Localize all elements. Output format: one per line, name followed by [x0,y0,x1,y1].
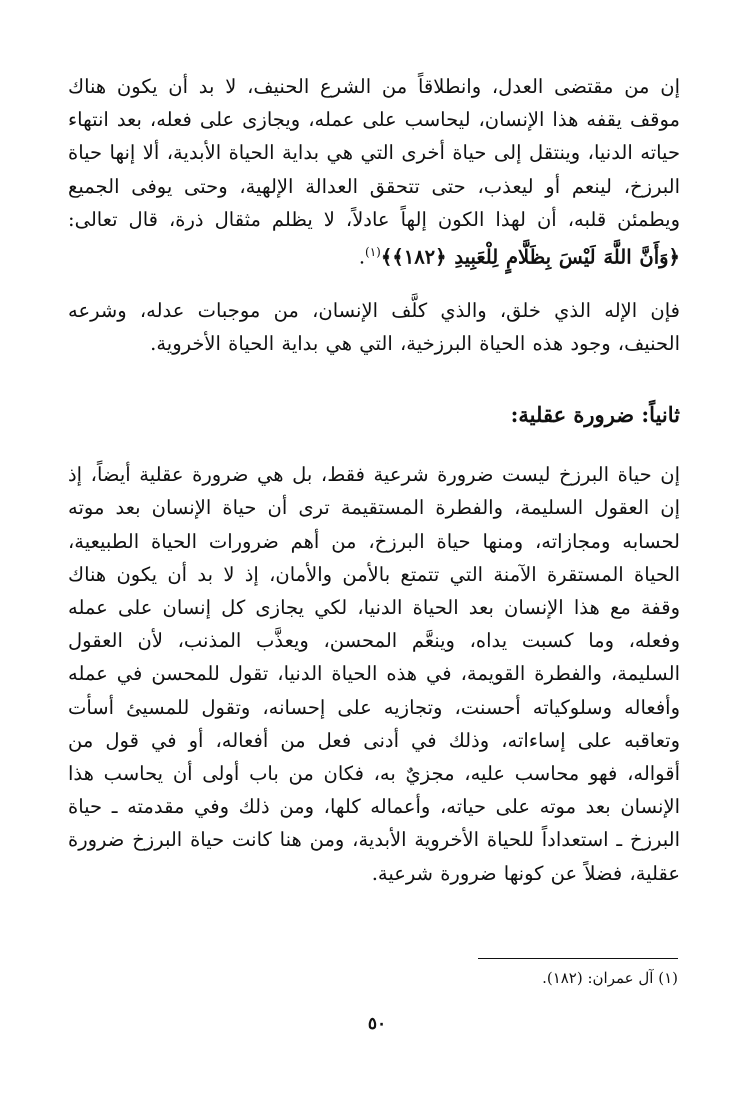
footnote-divider [478,958,678,959]
quran-verse: ﴿وَأَنَّ اللَّهَ لَيْسَ بِظَلَّامٍ لِلْعَبِيدِ ﴿١٨٢﴾﴾ [380,245,680,269]
paragraph-1-text: إن من مقتضى العدل، وانطلاقاً من الشرع الحنيف، لا بد أن يكون هناك موقف يقفه هذا الإنسان، ليحاسب على عمله، ويجازى على فعله، بعد انتهاء حياته الدنيا، وينتقل إلى حياة أخرى التي هي بداية الحياة الأبدية، ألا إنها حياة البرزخ، لينعم أو ليعذب، حتى تتحقق العدالة الإلهية، وحتى يوفى الجميع ويطمئن قلبه، أن لهذا الكون إلهاً عادلاً، لا يظلم مثقال ذرة، قال تعالى: [68,75,680,231]
paragraph-1-end: . [358,245,366,269]
footnote: (١) آل عمران: (١٨٢). [542,969,678,987]
page-number: ٥٠ [367,1014,387,1034]
paragraph-1 [68,70,680,274]
paragraph-3: إن حياة البرزخ ليست ضرورة شرعية فقط، بل هي ضرورة عقلية أيضاً، إذ إن العقول السليمة، والفطرة المستقيمة ترى أن حياة الإنسان بعد موته لحسابه ومجازاته، ومنها حياة البرزخ، من أهم ضرورات الحياة الطبيعية، الحياة المستقرة الآمنة التي تتمتع بالأمن والأمان، إذ لا بد أن يكون هناك وقفة مع هذا الإنسان بعد الحياة الدنيا، لكي يجازى كل إنسان على عمله وفعله، وما كسبت يداه، وينعَّم المحسن، ويعذَّب المذنب، لأن العقول السليمة، والفطرة القويمة، في هذه الحياة الدنيا، تقول للمحسن في عمله وأفعاله وسلوكياته أحسنت، وتجازيه على إحسانه، وتقول للمسيئ أسأت وتعاقبه على إساءاته، وذلك في أدنى فعل من أفعاله، أو في قول من أقواله، فهو محاسب عليه، مجزيٌ به، فكان من باب أولى أن يحاسب هذا الإنسان بعد موته على حياته، وأعماله كلها، ومن ذلك وفي مقدمته ـ حياة البرزخ ـ استعداداً للحياة الأخروية الأبدية، ومن هنا كانت حياة البرزخ ضرورة عقلية، فضلاً عن كونها ضرورة شرعية. [68,463,680,885]
paragraph-2: فإن الإله الذي خلق، والذي كلَّف الإنسان، من موجبات عدله، وشرعه الحنيف، وجود هذه الحياة البرزخية، التي هي بداية الحياة الأخروية. [68,298,680,355]
section-heading: ثانياً: ضرورة عقلية: [510,402,680,428]
footnote-marker: (١) [365,245,381,260]
page-body [68,70,680,890]
